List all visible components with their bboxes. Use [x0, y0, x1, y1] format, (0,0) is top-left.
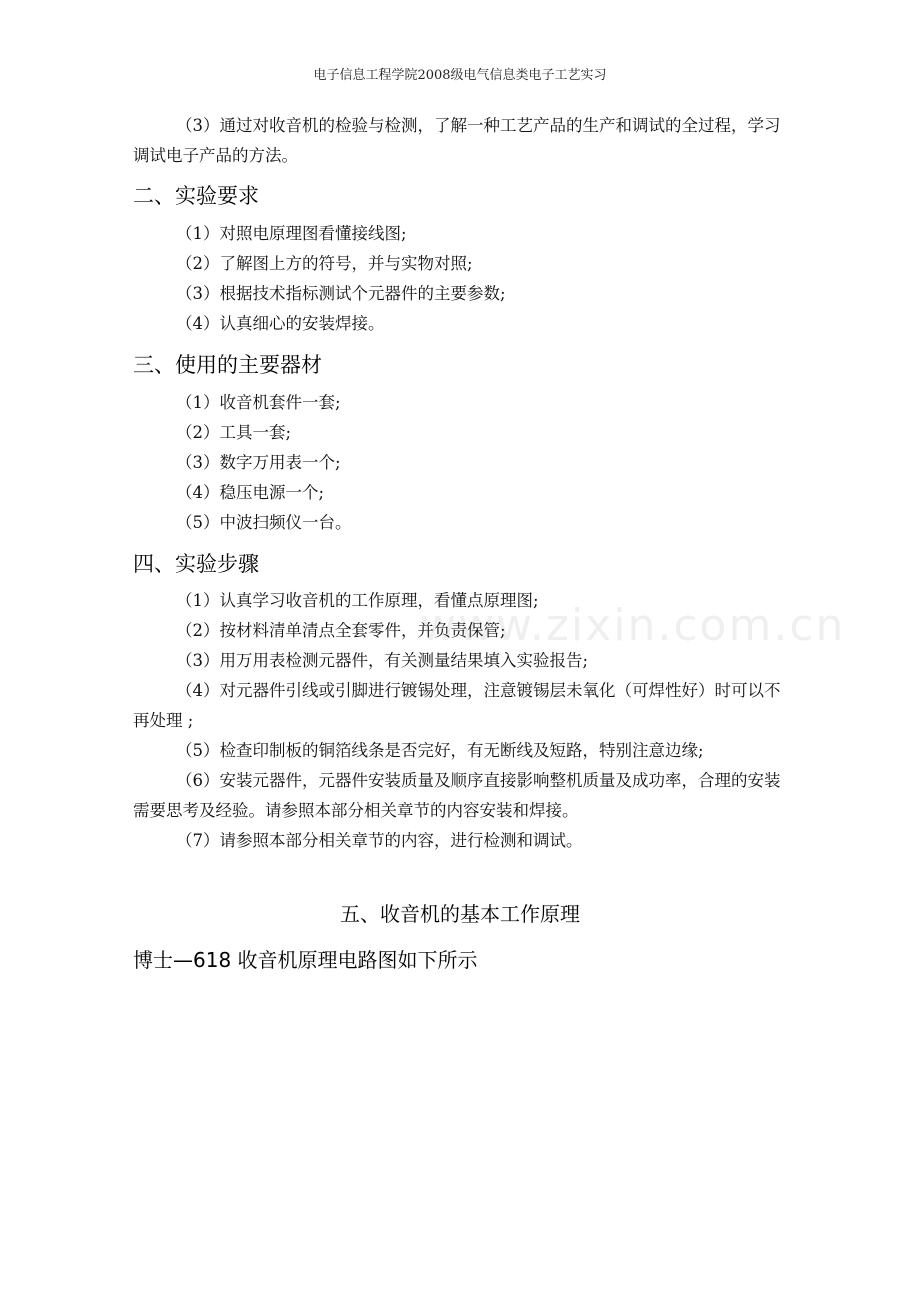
section-4-item-4-line-2: 再处理 ;: [133, 711, 194, 730]
section-4-item-7: （7）请参照本部分相关章节的内容，进行检测和调试。: [176, 831, 583, 850]
section-4-item-6-line-2: 需要思考及经验。请参照本部分相关章节的内容安装和焊接。: [133, 801, 579, 820]
watermark: www.zixin.com.cn: [420, 600, 846, 651]
section-4-item-5: （5）检查印制板的铜箔线条是否完好，有无断线及短路，特别注意边缘;: [176, 741, 704, 760]
section-3-item-1: （1）收音机套件一套;: [176, 393, 341, 412]
intro-item-3-line-1: （3）通过对收音机的检验与检测，了解一种工艺产品的生产和调试的全过程，学习: [176, 116, 781, 135]
section-2-item-1: （1）对照电原理图看懂接线图;: [176, 224, 407, 243]
intro-item-3-line-2: 调试电子产品的方法。: [133, 146, 298, 165]
section-3-item-5: （5）中波扫频仪一台。: [176, 513, 352, 532]
section-2-item-2: （2）了解图上方的符号，并与实物对照;: [176, 254, 473, 273]
section-2-heading: 二、实验要求: [133, 184, 259, 208]
section-4-item-6-line-1: （6）安装元器件，元器件安装质量及顺序直接影响整机质量及成功率，合理的安装: [176, 771, 781, 790]
section-2-item-4: （4）认真细心的安装焊接。: [176, 314, 385, 333]
section-3-item-4: （4）稳压电源一个;: [176, 483, 325, 502]
section-4-item-2: （2）按材料清单清点全套零件，并负责保管;: [176, 621, 506, 640]
section-4-heading: 四、实验步骤: [133, 552, 259, 576]
section-4-item-3: （3）用万用表检测元器件，有关测量结果填入实验报告;: [176, 651, 589, 670]
section-4-item-4-line-1: （4）对元器件引线或引脚进行镀锡处理，注意镀锡层未氧化（可焊性好）时可以不: [176, 681, 781, 700]
section-3-item-2: （2）工具一套;: [176, 423, 292, 442]
section-5-heading: 五、收音机的基本工作原理: [340, 902, 580, 926]
circuit-diagram-caption: 博士—618 收音机原理电路图如下所示: [133, 948, 478, 972]
section-3-heading: 三、使用的主要器材: [133, 353, 322, 377]
section-3-item-3: （3）数字万用表一个;: [176, 453, 341, 472]
page-header: 电子信息工程学院2008级电气信息类电子工艺实习: [313, 68, 607, 83]
section-2-item-3: （3）根据技术指标测试个元器件的主要参数;: [176, 284, 506, 303]
section-4-item-1: （1）认真学习收音机的工作原理，看懂点原理图;: [176, 591, 539, 610]
